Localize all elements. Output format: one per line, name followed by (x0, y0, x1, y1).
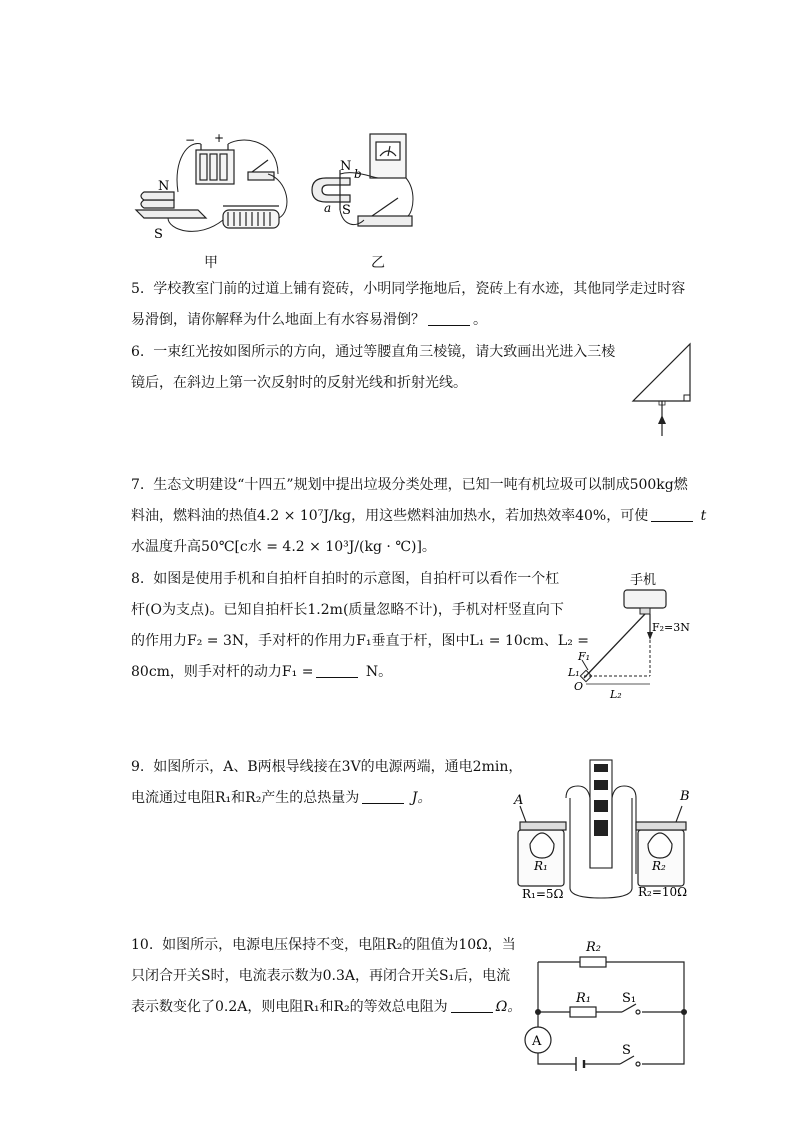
q5-line1: 5. 学校教室门前的过道上铺有瓷砖，小明同学拖地后，瓷砖上有水迹，其他同学走过时容 (131, 281, 686, 297)
figure-electromagnet-experiments (128, 130, 418, 245)
o-label: O (574, 680, 584, 693)
question-6 (131, 337, 615, 399)
q5-line2-end: 。 (473, 312, 487, 328)
q5-line2: 易滑倒，请你解释为什么地面上有水容易滑倒？ (131, 312, 425, 328)
figure-prism (628, 340, 698, 438)
q8-line3: 的作用力F₂ = 3N，手对杆的作用力F₁垂直于杆，图中L₁ = 10cm、L₂ = (131, 633, 589, 649)
prism-triangle (633, 344, 690, 401)
right-angle-mark (684, 395, 690, 401)
q7-line3: 水温度升高50℃[c水 = 4.2 × 10³J/(kg · ℃)]。 (131, 539, 436, 555)
phone-icon (624, 590, 666, 608)
answer-blank[interactable] (362, 789, 404, 804)
s1-label: S₁ (622, 991, 637, 1006)
q7-line1: 7. 生态文明建设“十四五”规划中提出垃圾分类处理，已知一吨有机垃圾可以制成500kg燃 (131, 477, 688, 493)
l1-label: L₁ (568, 666, 580, 679)
phone-label: 手机 (630, 573, 657, 588)
q8-line2: 杆(O为支点)。已知自拍杆长1.2m(质量忽略不计)，手机对杆竖直向下 (131, 602, 564, 618)
q6-line2: 镜后，在斜边上第一次反射时的反射光线和折射光线。 (131, 375, 467, 391)
q8-line1: 8. 如图是使用手机和自拍杆自拍时的示意图，自拍杆可以看作一个杠 (131, 571, 560, 587)
lid-r2 (636, 822, 686, 830)
q6-line1: 6. 一束红光按如图所示的方向，通过等腰直角三棱镜，请大致画出光进入三棱 (131, 344, 616, 360)
switch-icon (248, 160, 274, 180)
figure-joule-heating (506, 758, 696, 906)
label-b: b (354, 167, 362, 181)
label-s-right: S (342, 203, 351, 218)
stick-line (584, 614, 645, 678)
electromagnet-icon (136, 192, 206, 218)
wire-b-label: B (680, 789, 690, 804)
switch-icon-2 (358, 198, 412, 226)
figure-selfie-stick (562, 568, 702, 703)
r1-value: R₁=5Ω (522, 887, 564, 901)
label-n-right: N (340, 159, 352, 174)
battery-plus-label: + (214, 131, 225, 145)
question-5 (131, 274, 685, 336)
rheostat-icon (223, 206, 279, 228)
q8-line4-end: N。 (365, 664, 393, 680)
lid-r1 (520, 822, 566, 830)
question-7 (131, 470, 706, 563)
answer-blank[interactable] (316, 663, 358, 678)
caption-jia: 甲 (204, 255, 218, 271)
answer-blank[interactable] (451, 998, 493, 1013)
wire-a-label: A (514, 793, 524, 808)
q9-line1: 9. 如图所示，A、B两根导线接在3V的电源两端，通电2min， (131, 759, 523, 775)
r1-label: R₁ (576, 991, 591, 1006)
q10-line2: 只闭合开关S时，电流表示数为0.3A，再闭合开关S₁后，电流 (131, 968, 511, 984)
s-label: S (622, 1043, 631, 1058)
ammeter-label: A (532, 1034, 542, 1049)
q9-unit: J。 (411, 790, 432, 806)
r2-label: R₂ (586, 940, 601, 955)
q10-unit: Ω。 (495, 999, 522, 1015)
label-a: a (324, 201, 332, 215)
caption-yi: 乙 (371, 255, 385, 271)
answer-blank[interactable] (428, 311, 470, 326)
label-s-left: S (154, 227, 163, 242)
q7-line2: 料油，燃料油的热值4.2 × 10⁷J/kg，用这些燃料油加热水，若加热效率40%，可使 (131, 508, 649, 524)
answer-blank[interactable] (651, 507, 693, 522)
galvanometer-icon (370, 134, 406, 178)
r2-value: R₂=10Ω (638, 885, 688, 899)
arrow-up-icon (658, 415, 666, 424)
question-8 (131, 564, 589, 688)
q8-line4: 80cm，则手对杆的动力F₁ = (131, 664, 314, 680)
q10-line1: 10. 如图所示，电源电压保持不变，电阻R₂的阻值为10Ω，当 (131, 937, 516, 953)
battery-icon (576, 1057, 584, 1071)
battery-icon (196, 144, 234, 184)
circuit-wires (538, 962, 684, 1064)
battery-minus-label: − (185, 133, 196, 147)
q7-unit: t (700, 508, 707, 524)
q9-line2: 电流通过电阻R₁和R₂产生的总热量为 (131, 790, 360, 806)
label-n-left: N (158, 179, 170, 194)
l2-label: L₂ (610, 688, 622, 701)
question-9 (131, 752, 522, 814)
figure-circuit (518, 936, 694, 1072)
resistor-r2 (580, 957, 606, 967)
question-10 (131, 930, 521, 1023)
q10-line3: 表示数变化了0.2A，则电阻R₁和R₂的等效总电阻为 (131, 999, 448, 1015)
resistor-r1 (570, 1007, 596, 1017)
f1-label: F₁ (578, 650, 591, 663)
r1-label: R₁ (534, 859, 548, 873)
f2-label: F₂=3N (652, 621, 690, 634)
r2-label: R₂ (652, 859, 666, 873)
